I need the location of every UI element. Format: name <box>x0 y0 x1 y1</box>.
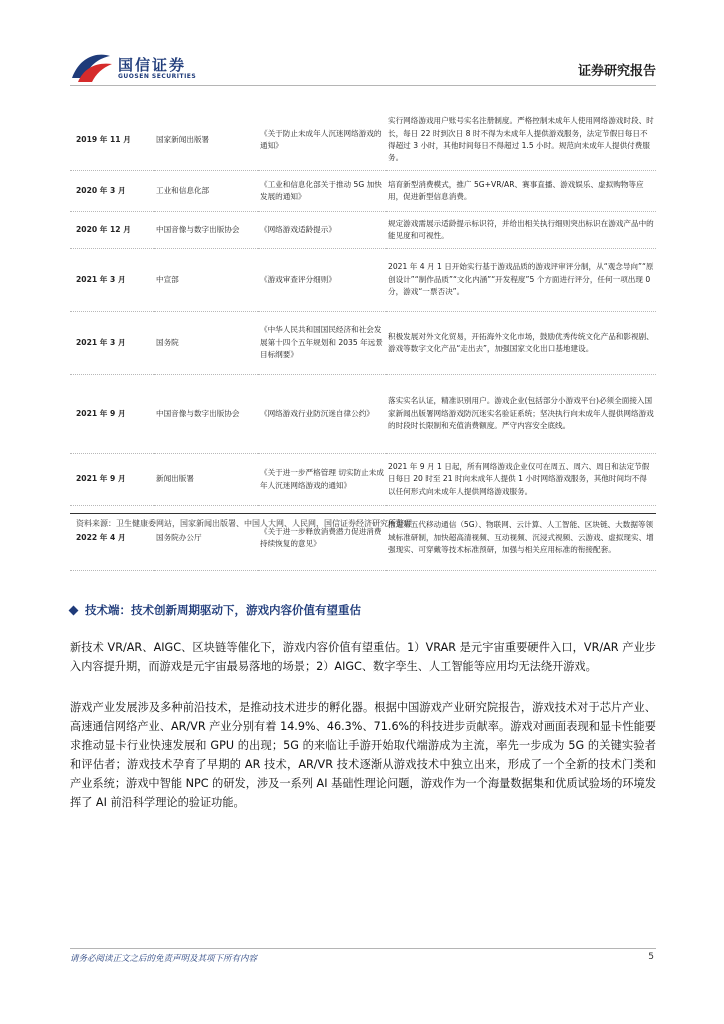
document-cell: 《网络游戏适龄提示》 <box>258 212 386 249</box>
table-row <box>70 454 656 506</box>
department-cell: 国家新闻出版署 <box>154 110 258 171</box>
document-cell: 《网络游戏行业防沉迷自律公约》 <box>258 375 386 454</box>
table-row <box>70 171 656 212</box>
year-cell: 2019 年 11 月 <box>70 110 154 171</box>
page-number: 5 <box>648 952 654 962</box>
table-row <box>70 506 656 571</box>
table-row <box>70 375 656 454</box>
content-cell: 积极发展对外文化贸易，开拓海外文化市场，鼓励优秀传统文化产品和影视剧、游戏等数字文化产品“走出去”，加强国家文化出口基地建设。 <box>386 312 656 375</box>
document-cell: 《中华人民共和国国民经济和社会发展第十四个五年规划和 2035 年远景目标纲要》 <box>258 312 386 375</box>
year-cell: 2021 年 3 月 <box>70 312 154 375</box>
document-cell: 《关于防止未成年人沉迷网络游戏的通知》 <box>258 110 386 171</box>
footer-divider <box>70 948 656 949</box>
table-row <box>70 249 656 312</box>
content-cell: 培育新型消费模式，推广 5G+VR/AR、赛事直播、游戏娱乐、虚拟购物等应用，促进新型信息消费。 <box>386 171 656 212</box>
logo-text-cn: 国信证券 <box>118 56 187 74</box>
document-cell: 《工业和信息化部关于推动 5G 加快发展的通知》 <box>258 171 386 212</box>
department-cell: 中宣部 <box>154 249 258 312</box>
department-cell: 中国音像与数字出版协会 <box>154 212 258 249</box>
section-heading-text: 技术端：技术创新周期驱动下，游戏内容价值有望重估 <box>85 603 361 617</box>
document-cell: 《游戏审查评分细则》 <box>258 249 386 312</box>
content-cell: 规定游戏需展示适龄提示标识符，并给出相关执行细则突出标识在游戏产品中的能见度和可视性。 <box>386 212 656 249</box>
department-cell: 国务院 <box>154 312 258 375</box>
year-cell: 2020 年 12 月 <box>70 212 154 249</box>
body-paragraph: 游戏产业发展涉及多种前沿技术，是推动技术进步的孵化器。根据中国游戏产业研究院报告，游戏技术对于芯片产业、高速通信网络产业、AR/VR 产业分别有着 14.9%、46.3%、71.6%的科技进步贡献率。游戏对画面表现和显卡性能要求推动显卡行业快速发展和 GPU 的出现；5G 的来临让手游开始取代端游成为主流，率先一步成为 5G 的关键实验者和评估者；游戏技术孕育了早期的 AR 技术，AR/VR 技术逐渐从游戏技术中独立出来，形成了一个全新的技术门类和产业系统；游戏中智能 NPC 的研发，涉及一系列 AI 基础性理论问题，游戏作为一个海量数据集和优质试验场的环境发挥了 AI 前沿科学理论的验证功能。 <box>70 701 656 810</box>
content-cell: 2021 年 4 月 1 日开始实行基于游戏品质的游戏评审评分制，从“观念导向”“原创设计”“制作品质”“文化内涵”“开发程度”5 个方面进行评分，任何一项出现 0 分，游戏“一票否决”。 <box>386 249 656 312</box>
year-cell: 2021 年 9 月 <box>70 454 154 506</box>
policy-table <box>70 110 656 571</box>
guosen-logo <box>70 50 220 88</box>
body-paragraph: 新技术 VR/AR、AIGC、区块链等催化下，游戏内容价值有望重估。1）VRAR 是元宇宙重要硬件入口，VR/AR 产业步入内容提升期，而游戏是元宇宙最易落地的场景；2）AIGC、数字孪生、人工智能等应用均无法绕开游戏。 <box>70 641 656 674</box>
section-heading <box>70 602 361 618</box>
guosen-logo-icon <box>70 52 114 84</box>
department-cell: 国务院办公厅 <box>154 506 258 571</box>
content-cell: 实行网络游戏用户账号实名注册制度。严格控制未成年人使用网络游戏时段、时长，每日 22 时到次日 8 时不得为未成年人提供游戏服务，法定节假日每日不得超过 3 小时，其他时间每日不得超过 1.5 小时。规范向未成年人提供付费服务。 <box>386 110 656 171</box>
footer-disclaimer: 请务必阅读正文之后的免责声明及其项下所有内容 <box>70 954 258 964</box>
header-divider <box>70 85 656 86</box>
report-type-title: 证券研究报告 <box>577 64 656 79</box>
document-cell: 《关于进一步严格管理 切实防止未成年人沉迷网络游戏的通知》 <box>258 454 386 506</box>
year-cell: 2021 年 3 月 <box>70 249 154 312</box>
year-cell: 2021 年 9 月 <box>70 375 154 454</box>
year-cell: 2020 年 3 月 <box>70 171 154 212</box>
department-cell: 中国音像与数字出版协会 <box>154 375 258 454</box>
table-row <box>70 312 656 375</box>
department-cell: 工业和信息化部 <box>154 171 258 212</box>
table-row <box>70 212 656 249</box>
department-cell: 新闻出版署 <box>154 454 258 506</box>
content-cell: 落实实名认证，精准识别用户。游戏企业(包括部分小游戏平台)必须全面接入国家新闻出版署网络游戏防沉迷实名验证系统；坚决执行向未成年人提供网络游戏的时段时长限制和充值消费额度。严守内容安全底线。 <box>386 375 656 454</box>
table-row <box>70 110 656 171</box>
diamond-bullet-icon <box>69 605 79 615</box>
content-cell: 2021 年 9 月 1 日起，所有网络游戏企业仅可在周五、周六、周日和法定节假日每日 20 时至 21 时向未成年人提供 1 小时网络游戏服务，其他时间均不得以任何形式向未成年人提供网络游戏服务。 <box>386 454 656 506</box>
source-note: 资料来源：卫生健康委网站，国家新闻出版署、中国人大网、人民网，国信证券经济研究所整理 <box>76 519 412 528</box>
document-cell: 《关于进一步释放消费潜力促进消费持续恢复的意见》 <box>258 506 386 571</box>
logo-text-en: GUOSEN SECURITIES <box>118 73 197 80</box>
content-cell: 推进第五代移动通信（5G）、物联网、云计算、人工智能、区块链、大数据等领域标准研制，加快超高清视频、互动视频、沉浸式视频、云游戏、虚拟现实、增强现实、可穿戴等技术标准预研，加强与相关应用标准的衔接配套。 <box>386 506 656 571</box>
year-cell: 2022 年 4 月 <box>70 506 154 571</box>
table-bottom-rule <box>70 513 656 514</box>
